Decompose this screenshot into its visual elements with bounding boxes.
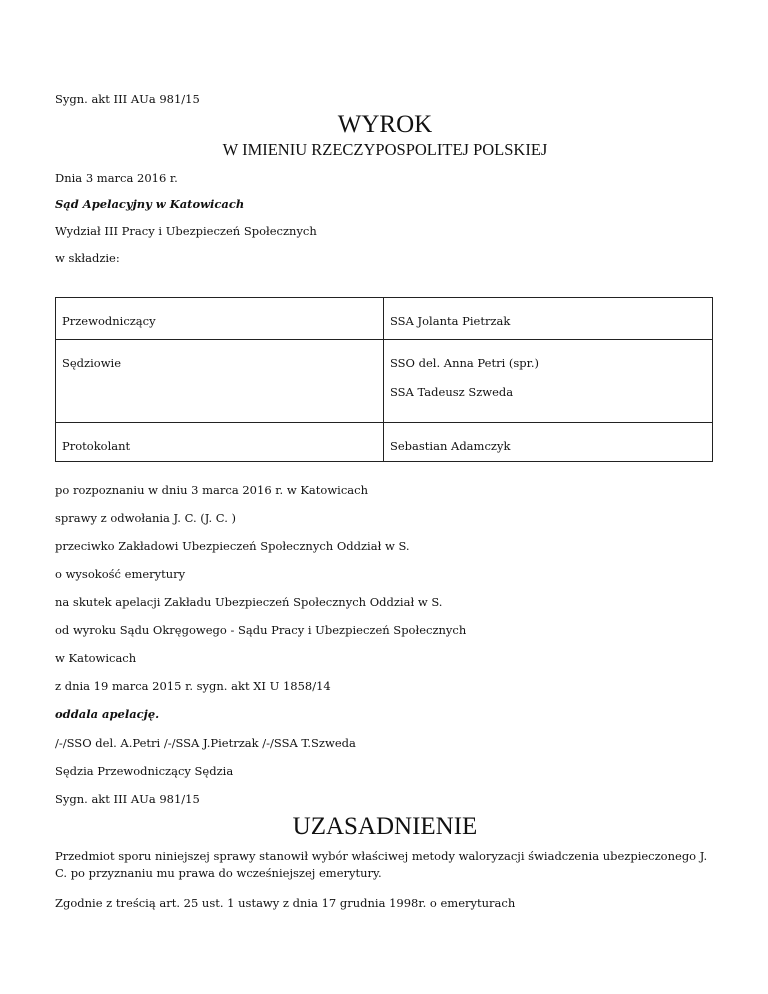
justification-title: UZASADNIENIE (292, 813, 478, 840)
body-line-8: z dnia 19 marca 2015 r. sygn. akt XI U 1858/14 (55, 679, 331, 693)
body-line-4: o wysokość emerytury (55, 567, 186, 581)
body-line-1: po rozpoznaniu w dniu 3 marca 2016 r. w Katowicach (55, 483, 368, 497)
verdict: oddala apelację. (55, 707, 160, 721)
judges-cell (384, 340, 713, 423)
body-line-6: od wyroku Sądu Okręgowego - Sądu Pracy i Ubezpieczeń Społecznych (55, 623, 467, 637)
body-line-5: na skutek apelacji Zakładu Ubezpieczeń Społecznych Oddział w S. (55, 595, 443, 609)
body-line-2: sprawy z odwołania J. C. (J. C. ) (55, 511, 236, 525)
signatures-line: /-/SSO del. A.Petri /-/SSA J.Pietrzak /-/SSA T.Szweda (55, 736, 356, 750)
court-name: Sąd Apelacyjny w Katowicach (55, 197, 245, 211)
justification-paragraph-1: Przedmiot sporu niniejszej sprawy stanowił wybór właściwej metody waloryzacji świadczenia ubezpieczonego J. C. po przyznaniu mu prawa do wcześniejszej emerytury. (55, 849, 708, 880)
body-line-7: w Katowicach (55, 651, 137, 665)
court-panel-table (55, 297, 713, 462)
judgment-date: Dnia 3 marca 2016 r. (55, 171, 178, 185)
judge-name-1: SSO del. Anna Petri (spr.) (390, 356, 540, 370)
justification-paragraph-2: Zgodnie z treścią art. 25 ust. 1 ustawy z dnia 17 grudnia 1998r. o emeryturach (55, 896, 516, 910)
table-row (56, 298, 713, 340)
table-row (56, 340, 713, 423)
composition-intro: w składzie: (55, 251, 120, 265)
table-row (56, 423, 713, 462)
roles-line: Sędzia Przewodniczący Sędzia (55, 764, 234, 778)
judgment-subtitle: W IMIENIU RZECZYPOSPOLITEJ POLSKIEJ (222, 140, 548, 159)
court-division: Wydział III Pracy i Ubezpieczeń Społecznych (55, 224, 317, 238)
body-line-3: przeciwko Zakładowi Ubezpieczeń Społecznych Oddział w S. (55, 539, 410, 553)
judgment-title: WYROK (337, 111, 433, 138)
clerk-name: Sebastian Adamczyk (384, 423, 713, 462)
judges-label: Sędziowie (56, 340, 384, 423)
case-reference-top: Sygn. akt III AUa 981/15 (55, 92, 200, 106)
judge-name-2: SSA Tadeusz Szweda (390, 385, 514, 399)
chair-name: SSA Jolanta Pietrzak (384, 298, 713, 340)
clerk-label: Protokolant (56, 423, 384, 462)
case-reference-bottom: Sygn. akt III AUa 981/15 (55, 792, 200, 806)
chair-label: Przewodniczący (56, 298, 384, 340)
